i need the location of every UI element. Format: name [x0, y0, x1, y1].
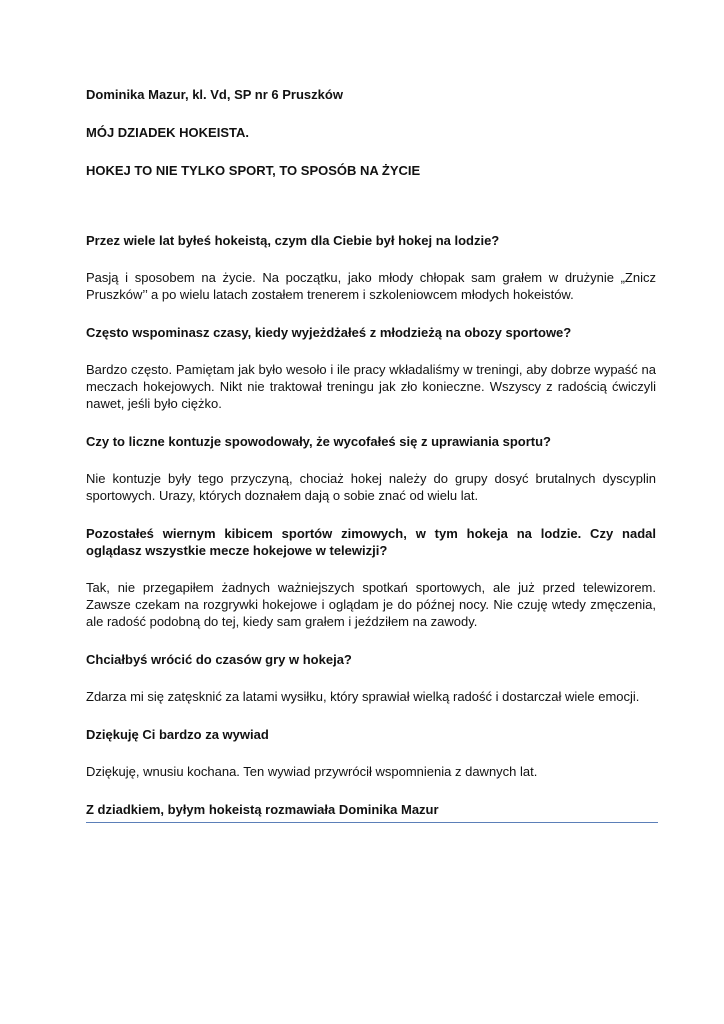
question-3: Czy to liczne kontuzje spowodowały, że wycofałeś się z uprawiania sportu?: [86, 434, 551, 449]
document-title: MÓJ DZIADEK HOKEISTA.: [86, 125, 249, 140]
question-6: Dziękuję Ci bardzo za wywiad: [86, 727, 269, 742]
document-subtitle: HOKEJ TO NIE TYLKO SPORT, TO SPOSÓB NA ŻYCIE: [86, 163, 421, 178]
answer-2: Bardzo często. Pamiętam jak było wesoło i ile pracy wkładaliśmy w treningi, aby dobrze wypaść na meczach hokejowych. Nikt nie traktował treningu jak zło konieczne. Wszyscy z radością ćwiczyli nawet, jeśli było ciężko.: [86, 362, 656, 411]
answer-4: Tak, nie przegapiłem żadnych ważniejszych spotkań sportowych, ale już przed telewizorem. Zawsze czekam na rozgrywki hokejowe i oglądam je do późnej nocy. Nie czuję wtedy zmęczenia, ale radość podobną do tej, kiedy sam grałem i jeździłem na zawody.: [86, 580, 656, 629]
answer-1: Pasją i sposobem na życie. Na początku, jako młody chłopak sam grałem w drużynie „Znicz Pruszków’’ a po wielu latach zostałem trenerem i szkoleniowcem młodych hokeistów.: [86, 270, 656, 302]
interview-body: [86, 232, 656, 780]
question-1: Przez wiele lat byłeś hokeistą, czym dla Ciebie był hokej na lodzie?: [86, 233, 500, 248]
answer-5: Zdarza mi się zatęsknić za latami wysiłku, który sprawiał wielką radość i dostarczał wiele emocji.: [86, 689, 640, 704]
author-line: Dominika Mazur, kl. Vd, SP nr 6 Pruszków: [86, 87, 343, 102]
question-2: Często wspominasz czasy, kiedy wyjeżdżałeś z młodzieżą na obozy sportowe?: [86, 325, 572, 340]
question-5: Chciałbyś wrócić do czasów gry w hokeja?: [86, 652, 352, 667]
answer-6: Dziękuję, wnusiu kochana. Ten wywiad przywrócił wspomnienia z dawnych lat.: [86, 764, 538, 779]
closing-line: Z dziadkiem, byłym hokeistą rozmawiała Dominika Mazur: [86, 802, 439, 817]
answer-3: Nie kontuzje były tego przyczyną, chociaż hokej należy do grupy dosyć brutalnych dyscyplin sportowych. Urazy, których doznałem dają o sobie znać od wielu lat.: [86, 471, 656, 503]
bottom-divider: [86, 822, 658, 823]
question-4: Pozostałeś wiernym kibicem sportów zimowych, w tym hokeja na lodzie. Czy nadal oglądasz wszystkie mecze hokejowe w telewizji?: [86, 526, 656, 558]
